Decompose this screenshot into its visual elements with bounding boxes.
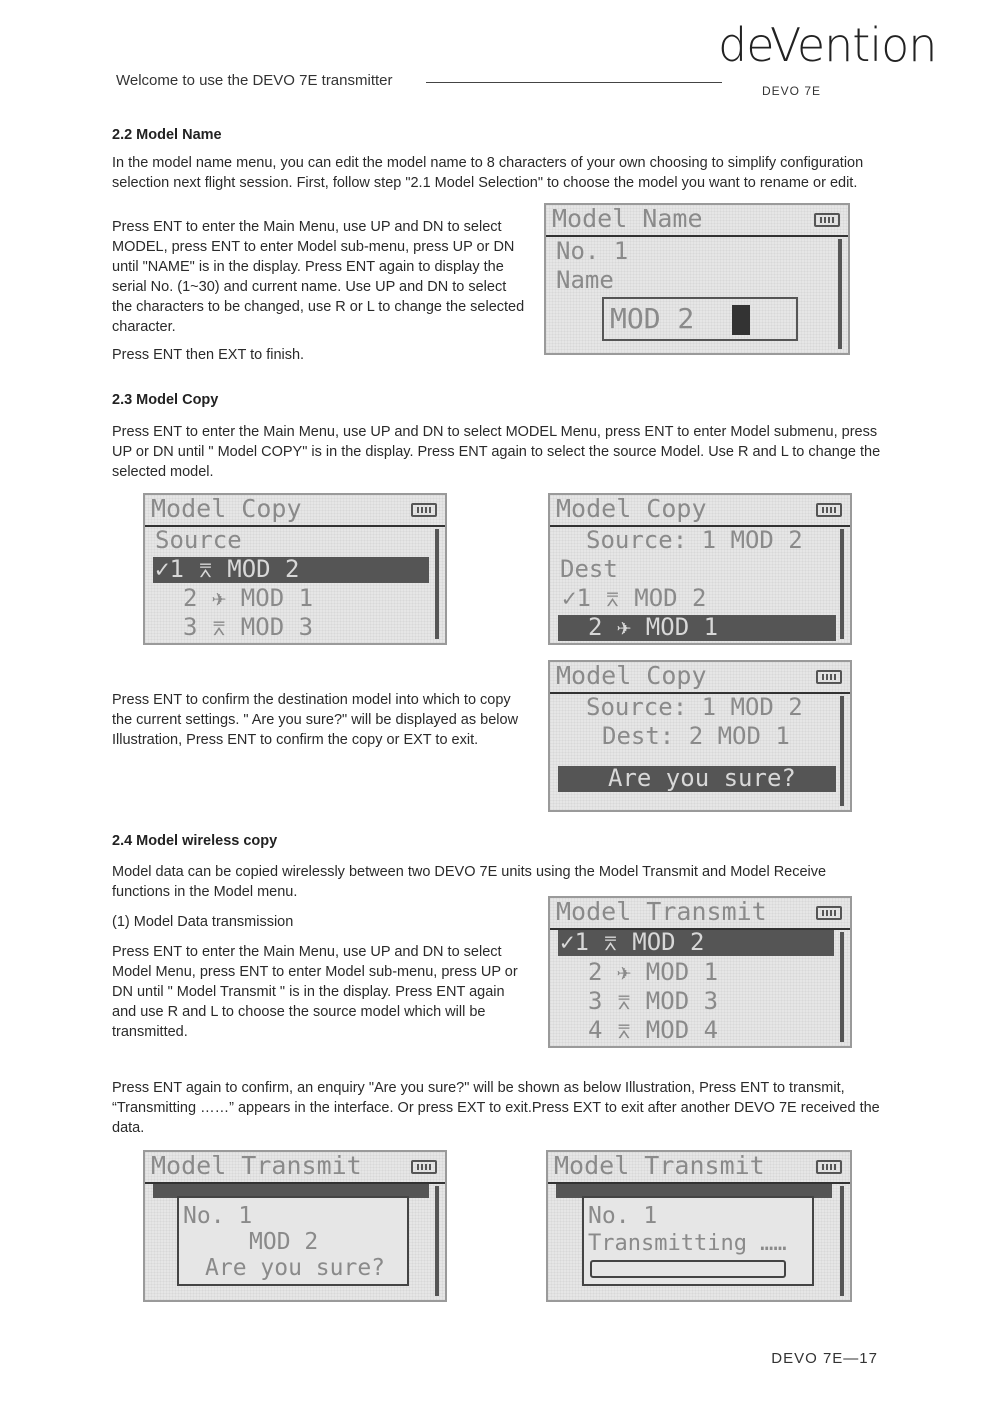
confirm-bar: [558, 766, 836, 792]
lcd-title: Model Transmit: [556, 897, 767, 926]
section-title-wireless-copy: 2.4 Model wireless copy: [112, 833, 278, 849]
dialog-status: Transmitting ……: [588, 1231, 787, 1256]
name-value: MOD 2: [610, 302, 695, 335]
battery-icon: [816, 1160, 842, 1174]
model-row: ✓1 ⌆ MOD 2: [155, 555, 300, 583]
model-row: ✓1 ⌆ MOD 2: [562, 584, 707, 612]
dialog-model-name: MOD 2: [249, 1229, 319, 1255]
lcd-model-copy-source: [143, 493, 447, 645]
dialog-question: Are you sure?: [205, 1255, 386, 1281]
brand-logo-subtitle: DEVO 7E: [762, 84, 822, 98]
lcd-model-transmit-confirm: [143, 1150, 447, 1302]
battery-icon: [814, 213, 840, 227]
lcd-model-copy-dest: [548, 493, 852, 645]
paragraph: Press ENT to enter the Main Menu, use UP and DN to select MODEL, press ENT to enter Model sub-menu, press UP or DN until "NAME" is in the display. Press ENT again to display the serial No. (1~30) and current name. Use UP and DN to select the characters to be changed, use R or L to change the selected character.: [112, 219, 525, 335]
lcd-title: Model Name: [552, 204, 703, 233]
model-row: 4 ⌆ MOD 4: [588, 1016, 719, 1044]
paragraph: Model data can be copied wirelessly between two DEVO 7E units using the Model Transmit and Model Receive functions in the Model menu.: [112, 864, 827, 900]
dialog-serial-no: No. 1: [588, 1203, 658, 1229]
scrollbar: [840, 696, 844, 806]
dialog-serial-no: No. 1: [183, 1203, 253, 1229]
lcd-source-label: Source: [155, 526, 242, 554]
header-rule: [426, 82, 722, 83]
scrollbar: [435, 529, 439, 639]
paragraph: Press ENT to enter the Main Menu, use UP and DN to select Model Menu, press ENT to enter Model sub-menu, press UP or DN until " Model Transmit " is in the display. Press ENT again and use R and L to choose the source model which will be transmitted.: [112, 944, 518, 1040]
section-title-model-name: 2.2 Model Name: [112, 127, 222, 143]
lcd-title: Model Transmit: [151, 1151, 362, 1180]
model-row: 2 ✈ MOD 1: [588, 613, 719, 641]
model-row: 2 ✈ MOD 1: [588, 958, 719, 986]
battery-icon: [411, 1160, 437, 1174]
lcd-serial-no: No. 1: [556, 237, 629, 265]
name-edit-field: [602, 297, 798, 341]
scrollbar: [840, 1186, 844, 1296]
paragraph: Press ENT to enter the Main Menu, use UP and DN to select MODEL Menu, press ENT to enter Model submenu, press UP or DN until " Model COPY" is in the display. Press ENT again to select the source Model. Use R and L to change the selected model.: [112, 424, 881, 480]
lcd-title: Model Copy: [151, 494, 302, 523]
text-cursor: [732, 305, 750, 335]
model-row: 2 ✈ MOD 1: [183, 584, 314, 612]
page-footer: DEVO 7E—17: [771, 1350, 878, 1367]
selected-row: [558, 930, 834, 956]
lcd-title: Model Transmit: [554, 1151, 765, 1180]
scrollbar: [838, 239, 842, 349]
lcd-dest-label: Dest: [560, 555, 618, 583]
model-row: 3 ⌆ MOD 3: [588, 987, 719, 1015]
header-welcome: Welcome to use the DEVO 7E transmitter: [116, 72, 393, 89]
paragraph: In the model name menu, you can edit the model name to 8 characters of your own choosing to simplify configuration selection next flight session. First, follow step "2.1 Model Selection" to choose the model you want to rename or edit.: [112, 155, 864, 191]
paragraph: (1) Model Data transmission: [112, 914, 294, 930]
model-row: 3 ⌆ MOD 3: [183, 613, 314, 641]
lcd-title: Model Copy: [556, 661, 707, 690]
lcd-model-transmit-list: [548, 896, 852, 1048]
paragraph: Press ENT to confirm the destination model into which to copy the current settings. " Are you sure?" will be displayed as below Illustration, Press ENT to confirm the copy or EXT to exit.: [112, 692, 519, 748]
selected-row: [153, 557, 429, 583]
lcd-model-copy-confirm: [548, 660, 852, 812]
battery-icon: [816, 670, 842, 684]
battery-icon: [816, 503, 842, 517]
lcd-title: Model Copy: [556, 494, 707, 523]
lcd-model-transmit-progress: [546, 1150, 852, 1302]
scrollbar: [840, 529, 844, 639]
lcd-model-name: [544, 203, 850, 355]
transmit-dialog: [582, 1196, 814, 1286]
section-title-model-copy: 2.3 Model Copy: [112, 392, 219, 408]
paragraph: Press ENT again to confirm, an enquiry "Are you sure?" will be shown as below Illustration, Press ENT to transmit, “Transmitting ……” appears in the interface. Or press EXT to exit.Press EXT to exit after another DEVO 7E received the data.: [112, 1080, 880, 1136]
lcd-source-value: Source: 1 MOD 2: [586, 693, 803, 721]
paragraph: Press ENT then EXT to finish.: [112, 347, 305, 363]
lcd-name-label: Name: [556, 266, 614, 294]
confirm-dialog: [177, 1196, 409, 1286]
brand-logo: deVention: [718, 18, 937, 72]
model-row: ✓1 ⌆ MOD 2: [560, 928, 705, 956]
scrollbar: [435, 1186, 439, 1296]
battery-icon: [411, 503, 437, 517]
selected-row: [558, 615, 836, 641]
lcd-source-value: Source: 1 MOD 2: [586, 526, 803, 554]
progress-bar: [590, 1260, 786, 1278]
confirm-text: Are you sure?: [608, 764, 796, 792]
battery-icon: [816, 906, 842, 920]
scrollbar: [840, 932, 844, 1042]
lcd-dest-value: Dest: 2 MOD 1: [602, 722, 790, 750]
